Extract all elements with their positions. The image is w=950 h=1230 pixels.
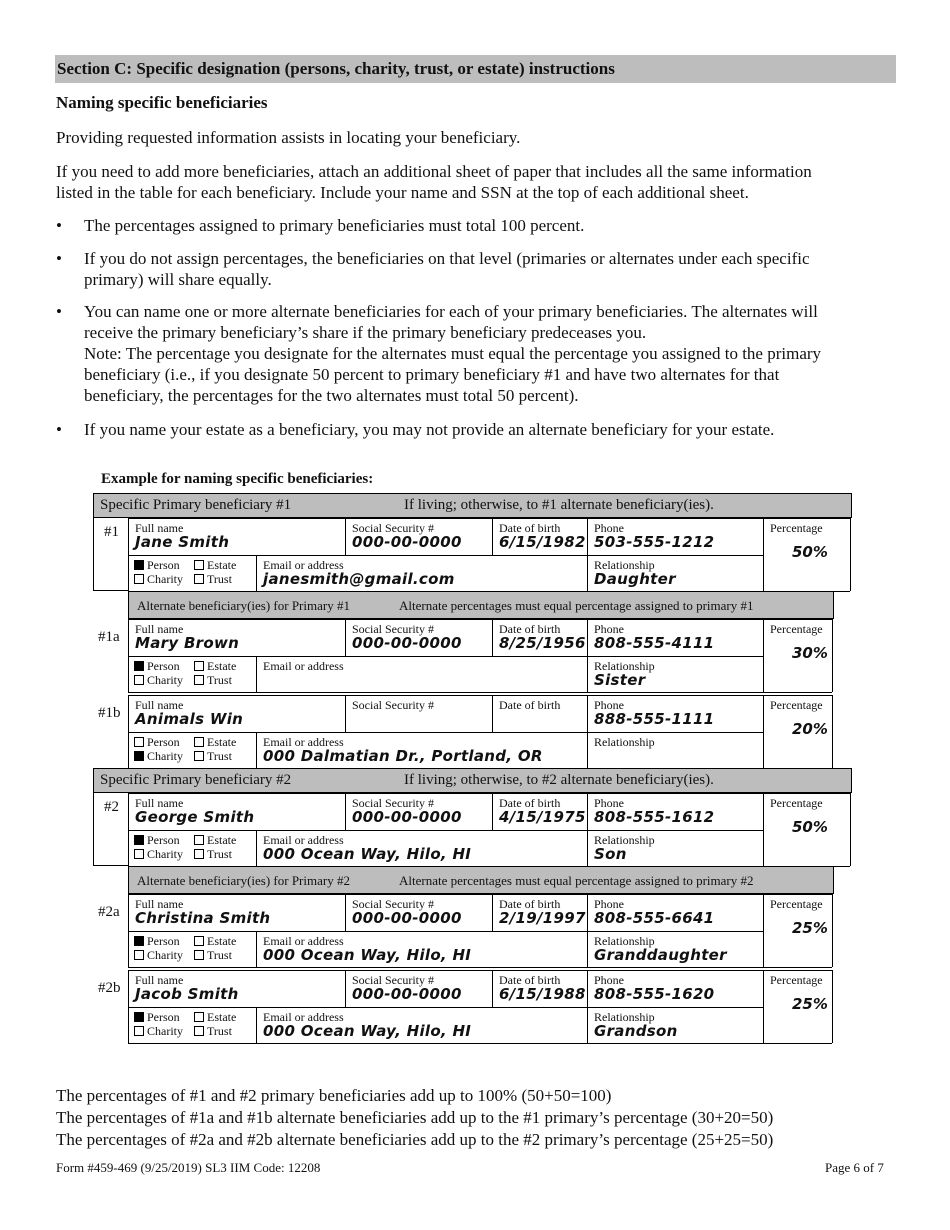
estate-label: Estate — [207, 735, 237, 749]
entity-row — [134, 659, 236, 673]
full-name-field — [128, 619, 345, 656]
row-number: #2 — [104, 799, 119, 815]
phone-field — [587, 894, 763, 931]
percentage-value: 25% — [792, 919, 828, 937]
row-number: #1b — [98, 705, 121, 721]
entity-row — [134, 1010, 236, 1024]
trust-checkbox[interactable] — [194, 1026, 204, 1036]
charity-option[interactable] — [134, 749, 194, 763]
bullet-line: If you name your estate as a beneficiary, you may not provide an alternate beneficiary for your estate. — [84, 420, 775, 439]
trust-label: Trust — [207, 1024, 232, 1038]
ssn-field — [345, 695, 492, 732]
charity-label: Charity — [147, 673, 183, 687]
full-name-field-label: Full name — [135, 973, 184, 987]
entity-row — [134, 558, 236, 572]
primary-band — [93, 768, 852, 793]
full-name-field — [128, 695, 345, 732]
cell-border — [128, 692, 832, 693]
charity-label: Charity — [147, 1024, 183, 1038]
entity-type-checkboxes — [134, 659, 236, 687]
email-field-label: Email or address — [263, 934, 344, 948]
phone-field-label: Phone — [594, 897, 624, 911]
bullet-line: If you do not assign percentages, the beneficiaries on that level (primaries or alternates under each specific — [84, 249, 810, 268]
charity-label: Charity — [147, 749, 183, 763]
summary-line-3: The percentages of #2a and #2b alternate beneficiaries add up to the #2 primary’s percentage (25+25=50) — [56, 1130, 774, 1149]
percentage-field — [763, 970, 832, 1043]
dob-field-label: Date of birth — [499, 521, 561, 535]
estate-checkbox[interactable] — [194, 1012, 204, 1022]
charity-option[interactable] — [134, 1024, 194, 1038]
dob-field-label: Date of birth — [499, 973, 561, 987]
relationship-field-label: Relationship — [594, 659, 655, 673]
full-name-field-label: Full name — [135, 698, 184, 712]
entity-type-checkboxes — [134, 1010, 236, 1038]
relationship-field — [587, 555, 763, 591]
phone-field — [587, 619, 763, 656]
row-number: #2a — [98, 904, 120, 920]
bullet-dot: • — [56, 420, 62, 439]
charity-checkbox[interactable] — [134, 751, 144, 761]
relationship-field — [587, 732, 763, 768]
email-field-label: Email or address — [263, 735, 344, 749]
cell-border — [850, 793, 851, 866]
cell-border — [832, 695, 833, 768]
phone-field-label: Phone — [594, 521, 624, 535]
bullet-dot: • — [56, 249, 62, 268]
person-checkbox[interactable] — [134, 1012, 144, 1022]
full-name-field-label: Full name — [135, 622, 184, 636]
full-name-field-value: Jane Smith — [135, 533, 230, 551]
percentage-field — [763, 793, 850, 866]
dob-field — [492, 894, 587, 931]
phone-field-value: 808-555-6641 — [594, 909, 715, 927]
percentage-value: 20% — [792, 720, 828, 738]
dob-field-value: 6/15/1988 — [499, 985, 586, 1003]
ssn-field-value: 000-00-0000 — [352, 808, 462, 826]
email-field-value: 000 Ocean Way, Hilo, HI — [263, 1022, 472, 1040]
relationship-field-label: Relationship — [594, 833, 655, 847]
email-field — [256, 931, 587, 967]
relationship-field-label: Relationship — [594, 558, 655, 572]
entity-row — [134, 572, 236, 586]
person-checkbox[interactable] — [134, 661, 144, 671]
dob-field-value: 6/15/1982 — [499, 533, 586, 551]
person-option[interactable] — [134, 934, 194, 948]
dob-field-value: 8/25/1956 — [499, 634, 586, 652]
row-number: #2b — [98, 980, 121, 996]
primary-band-title: Specific Primary beneficiary #1 — [100, 497, 292, 513]
form-footer-code: Form #459-469 (9/25/2019) SL3 IIM Code: 12208 — [56, 1160, 321, 1175]
example-title: Example for naming specific beneficiaries: — [101, 471, 374, 487]
charity-checkbox[interactable] — [134, 675, 144, 685]
entity-type-checkboxes — [134, 735, 236, 763]
ssn-field-value: 000-00-0000 — [352, 985, 462, 1003]
person-checkbox[interactable] — [134, 737, 144, 747]
email-field-label: Email or address — [263, 1010, 344, 1024]
trust-label: Trust — [207, 948, 232, 962]
email-field-value: 000 Ocean Way, Hilo, HI — [263, 946, 472, 964]
relationship-field-value: Son — [594, 845, 627, 863]
relationship-field — [587, 656, 763, 692]
estate-label: Estate — [207, 659, 237, 673]
percentage-field-label: Percentage — [770, 973, 823, 987]
row-number: #1a — [98, 629, 120, 645]
trust-label: Trust — [207, 847, 232, 861]
full-name-field-label: Full name — [135, 796, 184, 810]
bullet-line: Note: The percentage you designate for the alternates must equal the percentage you assigned to the primary — [84, 344, 822, 363]
entity-type-checkboxes — [134, 833, 236, 861]
percentage-value: 50% — [792, 818, 828, 836]
person-label: Person — [147, 558, 180, 572]
estate-checkbox[interactable] — [194, 661, 204, 671]
email-field — [256, 1007, 587, 1043]
estate-option[interactable] — [194, 833, 236, 847]
bullet-dot: • — [56, 216, 62, 235]
ssn-field-value: 000-00-0000 — [352, 533, 462, 551]
phone-field — [587, 695, 763, 732]
estate-checkbox[interactable] — [194, 737, 204, 747]
percentage-field — [763, 894, 832, 967]
cell-border — [128, 967, 832, 968]
bullet-line: primary) will share equally. — [84, 270, 272, 289]
primary-band — [93, 493, 852, 518]
dob-field-value: 2/19/1997 — [499, 909, 586, 927]
charity-option[interactable] — [134, 572, 194, 586]
ssn-field — [345, 894, 492, 931]
full-name-field-label: Full name — [135, 897, 184, 911]
estate-checkbox[interactable] — [194, 560, 204, 570]
phone-field-value: 888-555-1111 — [594, 710, 715, 728]
trust-checkbox[interactable] — [194, 574, 204, 584]
alternate-band-note: Alternate percentages must equal percentage assigned to primary #2 — [399, 873, 754, 888]
percentage-field — [763, 695, 832, 768]
ssn-field-label: Social Security # — [352, 973, 434, 987]
dob-field — [492, 695, 587, 732]
primary-band-note: If living; otherwise, to #2 alternate beneficiary(ies). — [404, 772, 714, 788]
dob-field-label: Date of birth — [499, 796, 561, 810]
bullet-line: You can name one or more alternate beneficiaries for each of your primary beneficiaries. The alternates will — [84, 302, 818, 321]
charity-label: Charity — [147, 948, 183, 962]
phone-field-label: Phone — [594, 622, 624, 636]
ssn-field-label: Social Security # — [352, 521, 434, 535]
estate-option[interactable] — [194, 934, 236, 948]
person-checkbox[interactable] — [134, 560, 144, 570]
phone-field — [587, 970, 763, 1007]
percentage-value: 50% — [792, 543, 828, 561]
cell-border — [832, 970, 833, 1043]
percentage-field-label: Percentage — [770, 521, 823, 535]
estate-checkbox[interactable] — [194, 936, 204, 946]
bullet-line: The percentages assigned to primary beneficiaries must total 100 percent. — [84, 216, 585, 235]
email-field — [256, 732, 587, 768]
estate-label: Estate — [207, 934, 237, 948]
entity-row — [134, 934, 236, 948]
dob-field — [492, 619, 587, 656]
estate-option[interactable] — [194, 659, 236, 673]
relationship-field-value: Sister — [594, 671, 646, 689]
person-checkbox[interactable] — [134, 835, 144, 845]
bullet-line: beneficiary, the percentages for the two alternates must total 50 percent). — [84, 386, 579, 405]
charity-option[interactable] — [134, 847, 194, 861]
bullet-text — [84, 419, 896, 440]
percentage-field — [763, 619, 832, 692]
trust-label: Trust — [207, 673, 232, 687]
estate-option[interactable] — [194, 1010, 236, 1024]
person-option[interactable] — [134, 735, 194, 749]
person-label: Person — [147, 934, 180, 948]
phone-field — [587, 793, 763, 830]
full-name-field-value: Jacob Smith — [135, 985, 239, 1003]
full-name-field — [128, 894, 345, 931]
trust-option[interactable] — [194, 948, 232, 962]
charity-option[interactable] — [134, 948, 194, 962]
ssn-field-label: Social Security # — [352, 698, 434, 712]
email-field — [256, 555, 587, 591]
bullet-line: receive the primary beneficiary’s share if the primary beneficiary predeceases you. — [84, 323, 647, 342]
phone-field-value: 808-555-1620 — [594, 985, 715, 1003]
phone-field-value: 503-555-1212 — [594, 533, 715, 551]
full-name-field — [128, 793, 345, 830]
percentage-field — [763, 518, 850, 591]
relationship-field — [587, 1007, 763, 1043]
add-more-paragraph-line2: listed in the table for each beneficiary. Include your name and SSN at the top of each additional sheet. — [56, 183, 749, 202]
entity-row — [134, 749, 236, 763]
person-option[interactable] — [134, 1010, 194, 1024]
ssn-field-value: 000-00-0000 — [352, 634, 462, 652]
trust-option[interactable] — [194, 749, 232, 763]
percentage-value: 25% — [792, 995, 828, 1013]
relationship-field-value: Granddaughter — [594, 946, 727, 964]
cell-border — [832, 619, 833, 692]
person-label: Person — [147, 659, 180, 673]
person-label: Person — [147, 1010, 180, 1024]
ssn-field — [345, 518, 492, 555]
estate-option[interactable] — [194, 735, 236, 749]
estate-checkbox[interactable] — [194, 835, 204, 845]
full-name-field-value: George Smith — [135, 808, 255, 826]
primary-band-note: If living; otherwise, to #1 alternate beneficiary(ies). — [404, 497, 714, 513]
charity-option[interactable] — [134, 673, 194, 687]
relationship-field-value: Daughter — [594, 570, 676, 588]
entity-row — [134, 735, 236, 749]
bullet-text — [84, 215, 896, 236]
phone-field — [587, 518, 763, 555]
charity-checkbox[interactable] — [134, 1026, 144, 1036]
email-field — [256, 830, 587, 866]
email-field-label: Email or address — [263, 558, 344, 572]
entity-row — [134, 948, 236, 962]
alternate-band-note: Alternate percentages must equal percentage assigned to primary #1 — [399, 598, 754, 613]
entity-row — [134, 673, 236, 687]
alternate-band-title: Alternate beneficiary(ies) for Primary #1 — [137, 598, 350, 613]
trust-checkbox[interactable] — [194, 849, 204, 859]
full-name-field-value: Christina Smith — [135, 909, 271, 927]
charity-checkbox[interactable] — [134, 849, 144, 859]
entity-row — [134, 833, 236, 847]
summary-line-2: The percentages of #1a and #1b alternate beneficiaries add up to the #1 primary’s percentage (30+20=50) — [56, 1108, 774, 1127]
dob-field — [492, 970, 587, 1007]
bullet-text — [84, 301, 896, 406]
charity-checkbox[interactable] — [134, 574, 144, 584]
entity-row — [134, 847, 236, 861]
ssn-field — [345, 970, 492, 1007]
phone-field-value: 808-555-1612 — [594, 808, 715, 826]
trust-checkbox[interactable] — [194, 675, 204, 685]
charity-label: Charity — [147, 572, 183, 586]
phone-field-label: Phone — [594, 796, 624, 810]
email-field-value: janesmith@gmail.com — [263, 570, 455, 588]
summary-line-1: The percentages of #1 and #2 primary beneficiaries add up to 100% (50+50=100) — [56, 1086, 612, 1105]
row-number: #1 — [104, 524, 119, 540]
estate-label: Estate — [207, 833, 237, 847]
relationship-field-label: Relationship — [594, 735, 655, 749]
cell-border — [850, 518, 851, 591]
dob-field-label: Date of birth — [499, 698, 561, 712]
relationship-field — [587, 830, 763, 866]
alternate-band — [128, 866, 834, 894]
email-field-value: 000 Dalmatian Dr., Portland, OR — [263, 747, 543, 765]
estate-option[interactable] — [194, 558, 236, 572]
entity-type-checkboxes — [134, 934, 236, 962]
cell-border — [128, 1043, 832, 1044]
person-checkbox[interactable] — [134, 936, 144, 946]
trust-checkbox[interactable] — [194, 751, 204, 761]
relationship-field-label: Relationship — [594, 934, 655, 948]
bullet-line: beneficiary (i.e., if you designate 50 percent to primary beneficiary #1 and have two alternates for that — [84, 365, 780, 384]
estate-label: Estate — [207, 1010, 237, 1024]
email-field-label: Email or address — [263, 659, 344, 673]
bullet-dot: • — [56, 302, 62, 321]
page-number: Page 6 of 7 — [825, 1160, 884, 1175]
full-name-field-label: Full name — [135, 521, 184, 535]
trust-checkbox[interactable] — [194, 950, 204, 960]
trust-option[interactable] — [194, 572, 232, 586]
full-name-field — [128, 970, 345, 1007]
percentage-value: 30% — [792, 644, 828, 662]
alternate-band — [128, 591, 834, 619]
percentage-field-label: Percentage — [770, 796, 823, 810]
ssn-field-label: Social Security # — [352, 622, 434, 636]
section-header: Section C: Specific designation (persons, charity, trust, or estate) instructions — [55, 55, 896, 83]
ssn-field-value: 000-00-0000 — [352, 909, 462, 927]
alternate-band-title: Alternate beneficiary(ies) for Primary #2 — [137, 873, 350, 888]
phone-field-label: Phone — [594, 698, 624, 712]
entity-row — [134, 1024, 236, 1038]
relationship-field — [587, 931, 763, 967]
email-field — [256, 656, 587, 692]
trust-label: Trust — [207, 749, 232, 763]
percentage-field-label: Percentage — [770, 622, 823, 636]
ssn-field — [345, 619, 492, 656]
person-option[interactable] — [134, 558, 194, 572]
full-name-field-value: Mary Brown — [135, 634, 240, 652]
bullet-text — [84, 248, 896, 290]
dob-field-label: Date of birth — [499, 622, 561, 636]
intro-paragraph: Providing requested information assists in locating your beneficiary. — [56, 128, 521, 147]
primary-band-title: Specific Primary beneficiary #2 — [100, 772, 292, 788]
trust-label: Trust — [207, 572, 232, 586]
full-name-field-value: Animals Win — [135, 710, 244, 728]
dob-field — [492, 793, 587, 830]
charity-checkbox[interactable] — [134, 950, 144, 960]
full-name-field — [128, 518, 345, 555]
ssn-field-label: Social Security # — [352, 897, 434, 911]
relationship-field-label: Relationship — [594, 1010, 655, 1024]
person-option[interactable] — [134, 833, 194, 847]
percentage-field-label: Percentage — [770, 897, 823, 911]
dob-field-label: Date of birth — [499, 897, 561, 911]
ssn-field-label: Social Security # — [352, 796, 434, 810]
charity-label: Charity — [147, 847, 183, 861]
phone-field-label: Phone — [594, 973, 624, 987]
estate-label: Estate — [207, 558, 237, 572]
person-label: Person — [147, 735, 180, 749]
person-option[interactable] — [134, 659, 194, 673]
entity-type-checkboxes — [134, 558, 236, 586]
dob-field-value: 4/15/1975 — [499, 808, 586, 826]
email-field-label: Email or address — [263, 833, 344, 847]
trust-option[interactable] — [194, 1024, 232, 1038]
cell-border — [832, 894, 833, 967]
phone-field-value: 808-555-4111 — [594, 634, 715, 652]
add-more-paragraph-line1: If you need to add more beneficiaries, attach an additional sheet of paper that includes all the same information — [56, 162, 812, 181]
ssn-field — [345, 793, 492, 830]
dob-field — [492, 518, 587, 555]
trust-option[interactable] — [194, 673, 232, 687]
subheading: Naming specific beneficiaries — [56, 93, 268, 112]
person-label: Person — [147, 833, 180, 847]
email-field-value: 000 Ocean Way, Hilo, HI — [263, 845, 472, 863]
relationship-field-value: Grandson — [594, 1022, 678, 1040]
percentage-field-label: Percentage — [770, 698, 823, 712]
trust-option[interactable] — [194, 847, 232, 861]
